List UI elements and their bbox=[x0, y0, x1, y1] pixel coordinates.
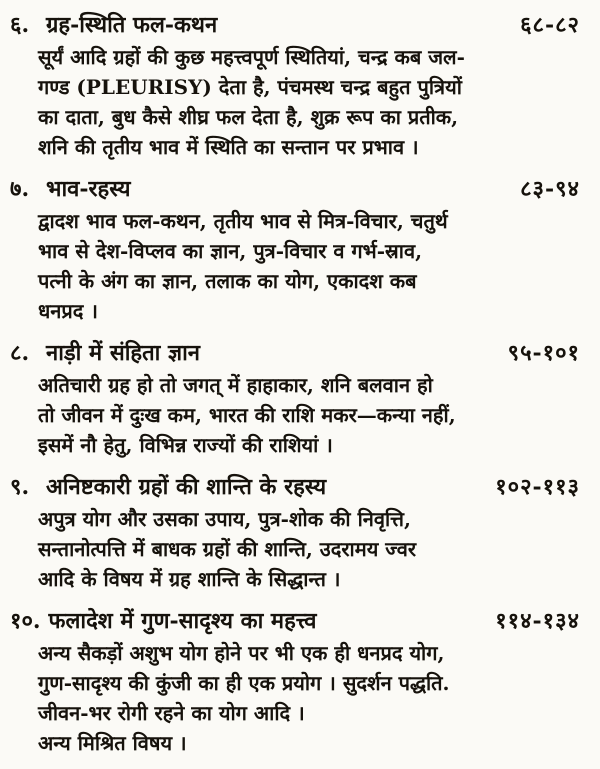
toc-entry-10 bbox=[10, 604, 580, 758]
entry-body-line: सन्तानोत्पत्ति में बाधक ग्रहों की शान्ति, उदरामय ज्वर bbox=[38, 537, 417, 561]
entry-title: भाव-रहस्य bbox=[46, 176, 131, 202]
entry-body-line: इसमें नौ हेतु, विभिन्न राज्यों की राशियां । bbox=[38, 433, 333, 457]
entry-heading bbox=[10, 604, 580, 638]
entry-body-line: धनप्रद । bbox=[38, 299, 98, 323]
entry-number: ९. bbox=[10, 474, 30, 500]
entry-description bbox=[38, 504, 580, 594]
entry-body-line: जीवन-भर रोगी रहने का योग आदि । bbox=[38, 701, 305, 725]
entry-heading bbox=[10, 8, 580, 42]
entry-body-line: अपुत्र योग और उसका उपाय, पुत्र-शोक की निवृत्ति, bbox=[38, 507, 411, 531]
entry-title: नाड़ी में संहिता ज्ञान bbox=[46, 340, 201, 366]
entry-body-line: शनि की तृतीय भाव में स्थिति का सन्तान पर प्रभाव । bbox=[38, 135, 419, 159]
entry-body-line: भाव से देश-विप्लव का ज्ञान, पुत्र-विचार व गर्भ-स्राव, bbox=[38, 239, 423, 263]
entry-body-line: का दाता, बुध कैसे शीघ्र फल देता है, शुक्र रूप का प्रतीक, bbox=[38, 105, 459, 129]
entry-title: फलादेश में गुण-सादृश्य का महत्त्व bbox=[48, 608, 317, 634]
entry-number: ६. bbox=[10, 12, 30, 38]
entry-body-line: सूर्यं आदि ग्रहों की कुछ महत्त्वपूर्ण स्थितियां, चन्द्र कब जल- bbox=[38, 45, 465, 69]
entry-number: ७. bbox=[10, 176, 30, 202]
entry-heading bbox=[10, 172, 580, 206]
entry-heading bbox=[10, 336, 580, 370]
toc-entry-8 bbox=[10, 336, 580, 460]
entry-title: ग्रह-स्थिति फल-कथन bbox=[46, 12, 218, 38]
toc-entry-9 bbox=[10, 470, 580, 594]
entry-body-line: अतिचारी ग्रह हो तो जगत् में हाहाकार, शनि बलवान हो bbox=[38, 373, 433, 397]
entry-body-line: अन्य मिश्रित विषय । bbox=[38, 731, 187, 755]
entry-body-line: अन्य सैकड़ों अशुभ योग होने पर भी एक ही धनप्रद योग, bbox=[38, 641, 445, 665]
entry-body-line: पत्नी के अंग का ज्ञान, तलाक का योग, एकादश कब bbox=[38, 269, 417, 293]
entry-page-range: ११४-१३४ bbox=[495, 608, 580, 634]
entry-body-line: द्वादश भाव फल-कथन, तृतीय भाव से मित्र-विचार, चतुर्थ bbox=[38, 209, 448, 233]
toc-entry-6 bbox=[10, 8, 580, 162]
entry-body-line: तो जीवन में दुःख कम, भारत की राशि मकर—कन्या नहीं, bbox=[38, 403, 456, 427]
entry-description bbox=[38, 370, 580, 460]
entry-body-line: गुण-सादृश्य की कुंजी का ही एक प्रयोग । सुदर्शन पद्धति. bbox=[38, 671, 450, 695]
entry-body-line: गण्ड (PLEURISY) देता है, पंचमस्थ चन्द्र बहुत पुत्रियों bbox=[38, 75, 462, 99]
entry-number: १०. bbox=[10, 608, 41, 634]
entry-description bbox=[38, 638, 580, 758]
entry-page-range: ९५-१०१ bbox=[507, 340, 580, 366]
entry-description bbox=[38, 42, 580, 162]
entry-title: अनिष्टकारी ग्रहों की शान्ति के रहस्य bbox=[46, 474, 327, 500]
toc-entry-7 bbox=[10, 172, 580, 326]
entry-description bbox=[38, 206, 580, 326]
entry-page-range: ८३-९४ bbox=[520, 176, 580, 202]
entry-number: ८. bbox=[10, 340, 30, 366]
entry-heading bbox=[10, 470, 580, 504]
entry-body-line: आदि के विषय में ग्रह शान्ति के सिद्धान्त । bbox=[38, 567, 341, 591]
entry-page-range: ६८-८२ bbox=[520, 12, 580, 38]
entry-page-range: १०२-११३ bbox=[495, 474, 580, 500]
